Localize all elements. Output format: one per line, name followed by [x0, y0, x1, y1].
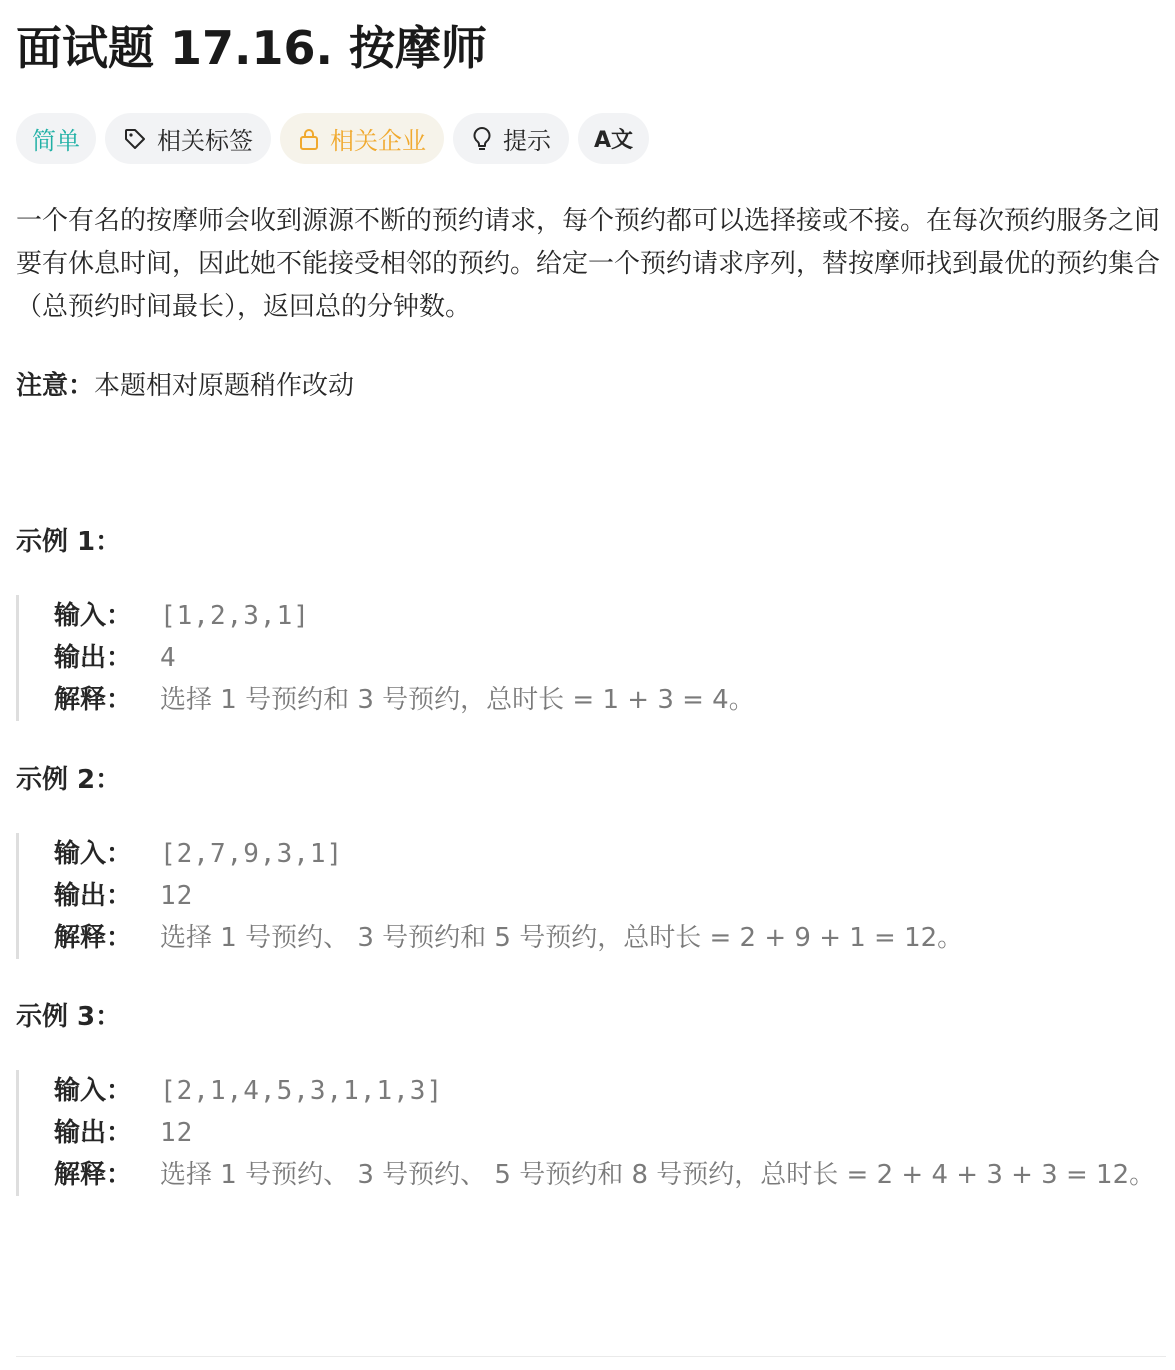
- translate-icon: A文: [594, 128, 634, 153]
- explain-label: 解释：: [54, 685, 133, 715]
- explain-label: 解释：: [54, 1160, 133, 1190]
- example-2-input: [54, 833, 1166, 875]
- input-value: [2,1,4,5,3,1,1,3]: [160, 1076, 444, 1106]
- tag-icon: [123, 127, 147, 151]
- note-label: 注意：: [16, 371, 95, 401]
- example-3-input: [54, 1070, 1166, 1112]
- example-2-block: [16, 833, 1166, 959]
- section-divider: [16, 1356, 1166, 1357]
- example-2-output: [54, 875, 1166, 917]
- input-label: 输入：: [54, 839, 133, 869]
- related-companies-label: 相关企业: [330, 127, 426, 155]
- related-tags-label: 相关标签: [157, 127, 253, 155]
- related-companies-button[interactable]: [280, 113, 444, 164]
- example-3-explain: [54, 1154, 1166, 1196]
- difficulty-badge[interactable]: 简单: [16, 113, 96, 164]
- output-label: 输出：: [54, 643, 133, 673]
- explain-label: 解释：: [54, 923, 133, 953]
- example-1-input: [54, 595, 1166, 637]
- example-1-explain: [54, 679, 1166, 721]
- problem-title: 面试题 17.16. 按摩师: [16, 21, 488, 75]
- example-3-title: 示例 3：: [16, 1002, 122, 1032]
- input-label: 输入：: [54, 1076, 133, 1106]
- problem-description: 一个有名的按摩师会收到源源不断的预约请求，每个预约都可以选择接或不接。在每次预约服务之间要有休息时间，因此她不能接受相邻的预约。给定一个预约请求序列，替按摩师找到最优的预约集合（总预约时间最长），返回总的分钟数。: [16, 206, 1161, 322]
- input-value: [1,2,3,1]: [160, 601, 310, 631]
- output-label: 输出：: [54, 881, 133, 911]
- output-value: 12: [160, 1118, 194, 1148]
- example-2-title: 示例 2：: [16, 765, 122, 795]
- input-label: 输入：: [54, 601, 133, 631]
- output-label: 输出：: [54, 1118, 133, 1148]
- related-tags-button[interactable]: [105, 113, 271, 164]
- output-value: 12: [160, 881, 194, 911]
- hint-label: 提示: [503, 127, 551, 155]
- output-value: 4: [160, 643, 177, 673]
- example-3-output: [54, 1112, 1166, 1154]
- lightbulb-icon: [471, 126, 493, 152]
- example-1-title: 示例 1：: [16, 527, 122, 557]
- lock-icon: [298, 127, 320, 151]
- note-text: 本题相对原题稍作改动: [94, 371, 355, 401]
- example-3-block: [16, 1070, 1166, 1196]
- problem-note: [16, 365, 354, 408]
- example-2-explain: [54, 917, 1166, 959]
- explain-value: 选择 1 号预约、 3 号预约、 5 号预约和 8 号预约，总时长 = 2 + 4 + 3 + 3 = 12。: [160, 1160, 1156, 1190]
- tag-bar: [16, 113, 649, 164]
- explain-value: 选择 1 号预约和 3 号预约，总时长 = 1 + 3 = 4。: [160, 685, 755, 715]
- input-value: [2,7,9,3,1]: [160, 839, 344, 869]
- example-1-output: [54, 637, 1166, 679]
- explain-value: 选择 1 号预约、 3 号预约和 5 号预约，总时长 = 2 + 9 + 1 = 12。: [160, 923, 964, 953]
- example-1-block: [16, 595, 1166, 721]
- translate-button[interactable]: [578, 113, 649, 164]
- hint-button[interactable]: [453, 113, 569, 164]
